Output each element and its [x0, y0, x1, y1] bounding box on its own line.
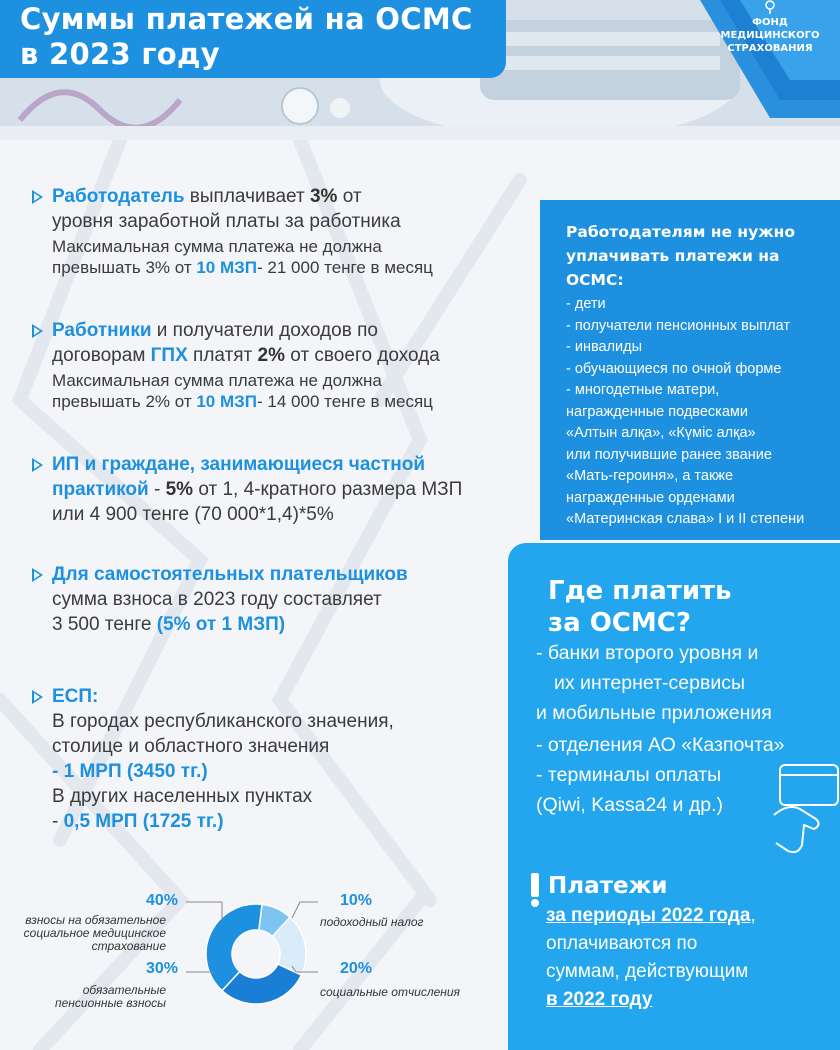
arrow-bullet-icon: [32, 190, 43, 204]
pay-option: (Qiwi, Kassa24 и др.): [536, 794, 723, 816]
card-payment-icon: [768, 759, 840, 859]
logo-text: ФОНД МЕДИЦИНСКОГО СТРАХОВАНИЯ: [720, 17, 820, 54]
payments-note-title: Платежи: [548, 873, 668, 899]
arrow-bullet-icon: [32, 690, 43, 704]
arrow-bullet-icon: [32, 458, 43, 472]
pay-option: - отделения АО «Казпочта»: [536, 734, 785, 756]
exemption-item: - инвалиды: [566, 339, 643, 355]
slice-label-pct: 20%: [340, 960, 373, 977]
where-to-pay-box: [508, 543, 840, 1050]
slice-label-category: социальные отчисления: [320, 985, 460, 999]
page-title-line2: в 2023 году: [20, 37, 220, 71]
slice-label-category: взносы на обязательное социальное медицинское страхование: [23, 913, 166, 953]
self-payers-item: Для самостоятельных плательщиков сумма взноса в 2023 году составляет 3 500 тенге (5% от 1 МЗП): [32, 562, 408, 637]
exclamation-icon: [528, 873, 542, 907]
employer-item: Работодатель выплачивает 3% от уровня заработной платы за работника Максимальная сумма платежа не должна превышать 3% от 10 МЗП- 21 000 тенге в месяц: [32, 184, 433, 278]
exemption-item: - дети: [566, 296, 606, 312]
pay-option: - банки второго уровня и: [536, 642, 759, 664]
where-to-pay-title: Где платить за ОСМС?: [548, 576, 732, 638]
entrepreneurs-item: ИП и граждане, занимающиеся частной практикой - 5% от 1, 4-кратного размера МЗП или 4 900 тенге (70 000*1,4)*5%: [32, 452, 462, 527]
donut-svg: [0, 880, 508, 1050]
exemption-item: - обучающиеся по очной форме: [566, 360, 782, 377]
pay-option: и мобильные приложения: [536, 702, 772, 724]
payments-donut-chart: [0, 880, 508, 1050]
exemption-item: награжденные подвесками: [566, 403, 748, 420]
exemption-item: или получившие ранее звание: [566, 446, 772, 463]
employees-item: Работники и получатели доходов по договорам ГПХ платят 2% от своего дохода Максимальная сумма платежа не должна превышать 2% от 10 МЗП- 14 000 тенге в месяц: [32, 318, 440, 412]
exemptions-box: Работодателям не нужно уплачивать платежи на ОСМС: - дети - получатели пенсионных выплат - инвалиды - обучающиеся по очной форме - многодетные матери, награжденные подвесками «Алтын алқа», «Күміс алқа» или получившие ранее звание «Мать-героиня», а также награжденные орденами «Материнская слава» I и II степени: [540, 200, 840, 540]
logo-icon: [760, 0, 780, 14]
title-box: [0, 0, 506, 78]
arrow-bullet-icon: [32, 568, 43, 582]
exemption-item: - многодетные матери,: [566, 382, 720, 398]
exemption-item: «Мать-героиня», а также: [566, 468, 734, 484]
header-banner: [0, 0, 840, 140]
payments-note-line: за периоды 2022 года,: [546, 905, 756, 926]
payments-note-line: в 2022 году: [546, 989, 653, 1010]
pay-option: - терминалы оплаты: [536, 764, 722, 786]
slice-label-pct: 40%: [146, 892, 179, 909]
slice-label-category: подоходный налог: [320, 915, 424, 929]
esp-item: ЕСП: В городах республиканского значения, столице и областного значения - 1 МРП (3450 тг.) В других населенных пунктах - 0,5 МРП (1725 тг.): [32, 684, 394, 834]
slice-label-category: обязательные пенсионные взносы: [55, 983, 166, 1010]
exemption-item: «Материнская слава» I и II степени: [566, 511, 805, 527]
payments-note-line: суммам, действующим: [546, 961, 749, 982]
arrow-bullet-icon: [32, 324, 43, 338]
slice-label-pct: 10%: [340, 892, 373, 909]
pay-option: их интернет-сервисы: [554, 672, 745, 694]
exemptions-list: [566, 294, 830, 531]
page-title-line1: Суммы платежей на ОСМС: [20, 2, 473, 36]
exemption-item: - получатели пенсионных выплат: [566, 317, 790, 334]
slice-label-pct: 30%: [146, 960, 179, 977]
exemption-item: награжденные орденами: [566, 489, 735, 506]
payments-note-line: оплачиваются по: [546, 933, 698, 954]
exemption-item: «Алтын алқа», «Күміс алқа»: [566, 425, 756, 441]
